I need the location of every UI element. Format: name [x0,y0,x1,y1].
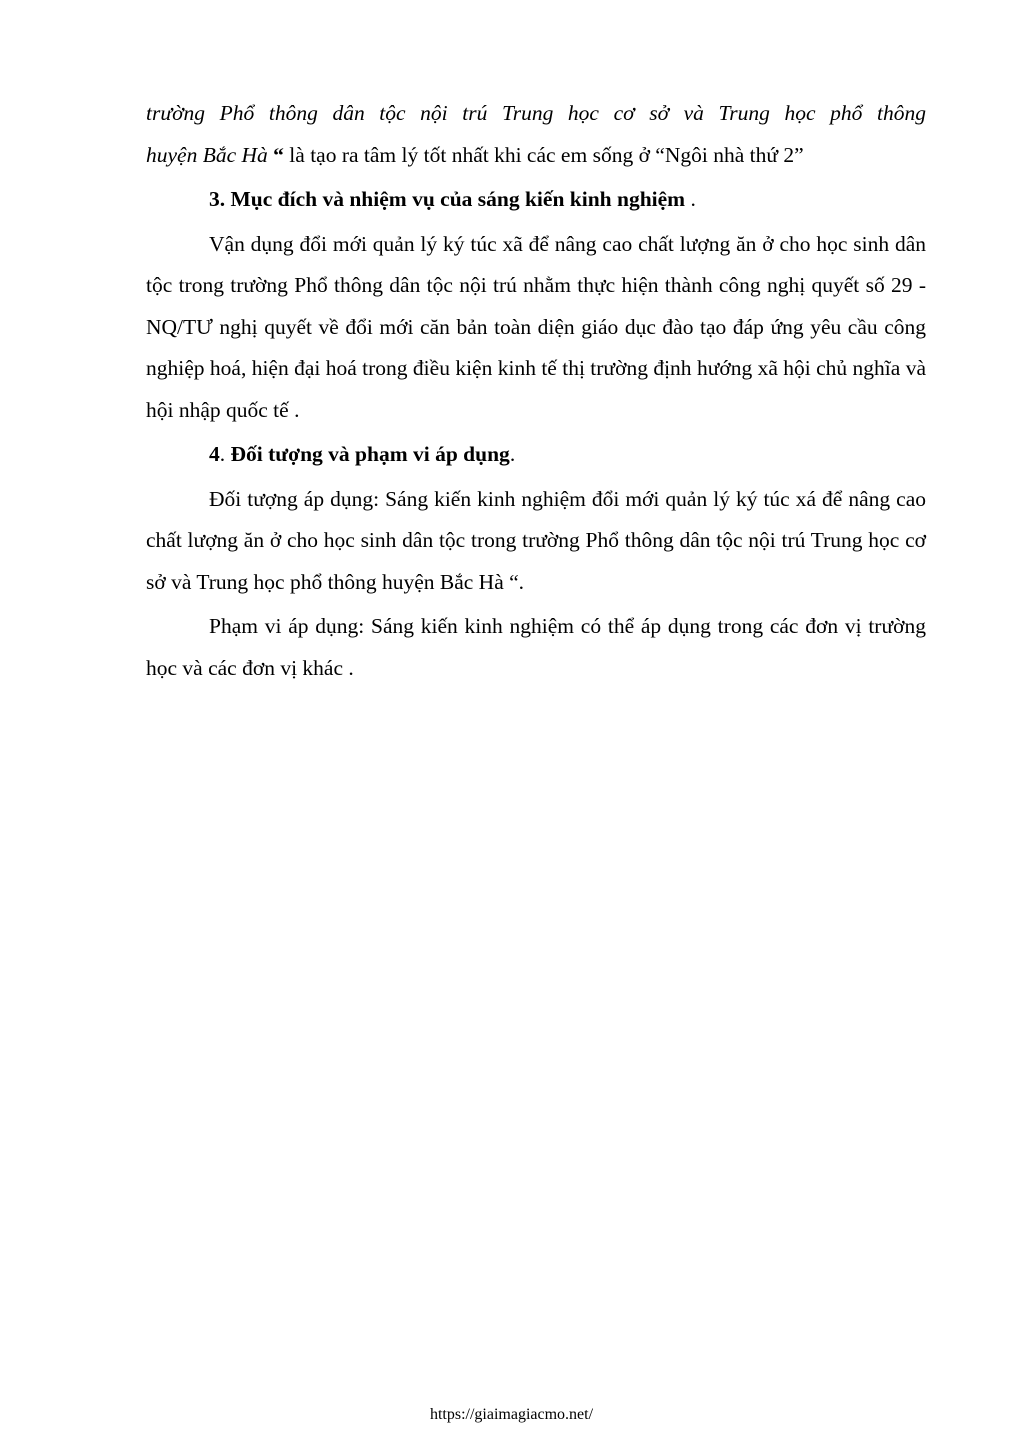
intro-italic-line-2: huyện Bắc Hà [146,142,268,167]
section-4-heading-text: Đối tượng và phạm vi áp dụng [230,442,510,466]
intro-quote-mark: “ [267,142,284,167]
section-4-separator: . [219,442,231,466]
section-4-subjects-paragraph: Đối tượng áp dụng: Sáng kiến kinh nghiệm đổi mới quản lý ký túc xá để nâng cao chất lượng ăn ở cho học sinh dân tộc trong trường Phổ thông dân tộc nội trú Trung học cơ sở và Trung học phổ thông huyện Bắc Hà “. [146,486,926,594]
section-4-number: 4 [209,442,220,466]
section-3-heading-tail: . [685,187,696,211]
section-3-heading [146,179,926,221]
footer-url: https://giaimagiacmo.net/ [429,1406,594,1423]
section-3-body: Vận dụng đổi mới quản lý ký túc xã để nâng cao chất lượng ăn ở cho học sinh dân tộc trong trường Phổ thông dân tộc nội trú nhằm thực hiện thành công nghị quyết số 29 - NQ/TƯ nghị quyết về đổi mới căn bản toàn diện giáo dục đào tạo đáp ứng yêu cầu công nghiệp hoá, hiện đại hoá trong điều kiện kinh tế thị trường định hướng xã hội chủ nghĩa và hội nhập quốc tế . [146,231,926,422]
section-3-heading-text: 3. Mục đích và nhiệm vụ của sáng kiến kinh nghiệm [209,187,686,211]
section-4-heading-tail: . [509,442,516,466]
intro-rest: là tạo ra tâm lý tốt nhất khi các em sống ở “Ngôi nhà thứ 2” [283,142,804,167]
document-page [146,93,926,692]
section-4-range-paragraph: Phạm vi áp dụng: Sáng kiến kinh nghiệm có thể áp dụng trong các đơn vị trường học và các đơn vị khác . [146,614,926,680]
section-4-heading [146,434,926,476]
intro-italic-line-1: trường Phổ thông dân tộc nội trú Trung học cơ sở và Trung học phổ thông [146,101,926,125]
intro-paragraph [146,93,926,176]
